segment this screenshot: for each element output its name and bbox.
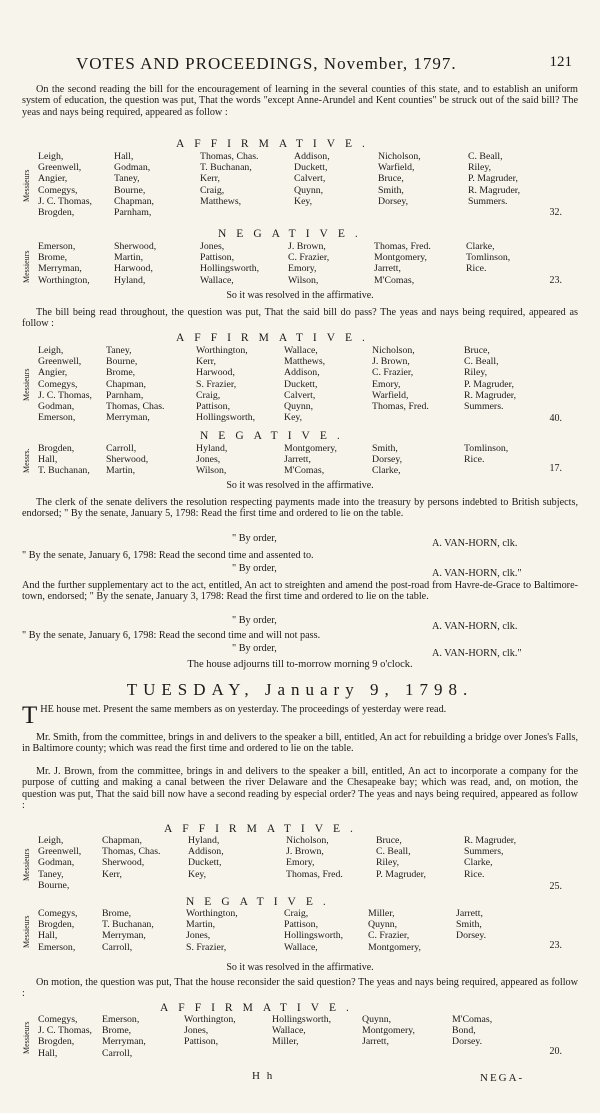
member-name: Bruce, xyxy=(464,345,490,356)
member-name: Thomas, Fred. xyxy=(286,868,343,880)
member-name: Wilson, xyxy=(196,465,227,477)
member-name: Harwood, xyxy=(114,263,153,275)
member-name: Brome, xyxy=(106,367,136,379)
member-name: Warfield, xyxy=(378,162,415,174)
name-column xyxy=(38,443,90,477)
page-header xyxy=(60,54,580,80)
vote2-negative-heading: NEGATIVE. xyxy=(200,430,350,442)
member-name: Hyland, xyxy=(188,835,220,846)
member-name: Rice. xyxy=(464,868,485,880)
member-name: Clarke, xyxy=(466,241,495,252)
member-name: Matthews, xyxy=(200,195,242,207)
member-name: Bourne, xyxy=(114,184,146,196)
member-name: J. Brown, xyxy=(288,241,326,252)
member-name: Hall, xyxy=(38,454,58,466)
name-column xyxy=(196,345,255,423)
vote1-affirmative-heading: AFFIRMATIVE. xyxy=(176,138,375,150)
member-name: Greenwell, xyxy=(38,356,82,368)
vote3-negative-heading: NEGATIVE. xyxy=(186,896,336,908)
member-name: Montgomery, xyxy=(368,941,421,953)
name-column xyxy=(38,151,92,218)
member-name: Godman, xyxy=(114,162,151,174)
member-name: Merryman, xyxy=(38,263,82,275)
name-column xyxy=(186,908,238,953)
member-name: Montgomery, xyxy=(362,1025,415,1037)
member-name: S. Frazier, xyxy=(186,941,227,953)
member-name: Taney, xyxy=(114,173,140,185)
member-name: Jarrett, xyxy=(456,908,483,919)
member-name: Taney, xyxy=(106,345,132,356)
member-name: Quynn, xyxy=(362,1014,392,1025)
member-name: Merryman, xyxy=(106,412,150,424)
name-column xyxy=(200,151,259,207)
member-name: Martin, xyxy=(114,252,144,264)
name-column xyxy=(284,443,337,477)
name-column xyxy=(200,241,259,286)
name-column xyxy=(114,241,156,286)
member-name: Martin, xyxy=(106,465,136,477)
member-name: Hall, xyxy=(114,151,134,162)
member-name: Thomas, Fred. xyxy=(374,241,431,252)
member-name: Addison, xyxy=(188,846,224,858)
name-column xyxy=(468,151,520,207)
member-name: Carroll, xyxy=(102,1047,133,1059)
name-column xyxy=(372,443,402,477)
member-name: Godman, xyxy=(38,857,75,869)
member-name: M'Comas, xyxy=(374,274,415,286)
member-name: Brome, xyxy=(102,908,132,919)
name-column xyxy=(372,345,429,412)
name-column xyxy=(286,835,343,880)
vote1-negative xyxy=(22,241,578,289)
member-name: Calvert, xyxy=(284,389,316,401)
vote4-affirmative-heading: AFFIRMATIVE. xyxy=(160,1002,359,1014)
vote4-affirmative xyxy=(22,1014,578,1062)
member-name: Emerson, xyxy=(102,1014,140,1025)
member-name: Pattison, xyxy=(284,919,319,931)
member-name: Pattison, xyxy=(196,401,231,413)
member-name: Summers. xyxy=(468,195,508,207)
member-name: Worthington, xyxy=(184,1014,236,1025)
member-name: Wallace, xyxy=(284,941,318,953)
member-name: Wallace, xyxy=(272,1025,306,1037)
member-name: Taney, xyxy=(38,868,64,880)
member-name: Chapman, xyxy=(102,835,142,846)
member-name: Parnham, xyxy=(106,389,144,401)
name-column xyxy=(184,1014,236,1048)
vote2-result: So it was resolved in the affirmative. xyxy=(226,480,374,491)
name-column xyxy=(464,835,516,880)
vote-total: 17. xyxy=(549,463,562,474)
member-name: Brogden, xyxy=(38,207,75,219)
member-name: M'Comas, xyxy=(284,465,325,477)
member-name: Tomlinson, xyxy=(466,252,511,264)
member-name: Brogden, xyxy=(38,443,75,454)
member-name: Addison, xyxy=(284,367,320,379)
member-name: Emerson, xyxy=(38,412,76,424)
vote2-negative xyxy=(22,443,578,479)
member-name: C. Frazier, xyxy=(288,252,330,264)
paragraph-reconsider: On motion, the question was put, That the house reconsider the said question? The yeas and nays being required, appeared as follow : xyxy=(22,977,578,1000)
member-name: Rice. xyxy=(464,454,485,466)
member-name: Bruce, xyxy=(378,173,404,185)
member-name: J. C. Thomas, xyxy=(38,389,92,401)
member-name: Craig, xyxy=(196,389,221,401)
vote1-affirmative xyxy=(22,151,578,223)
member-name: Kerr, xyxy=(196,356,217,368)
member-name: Comegys, xyxy=(38,908,78,919)
member-name: Key, xyxy=(294,195,313,207)
name-column xyxy=(374,241,431,286)
member-name: Hollingsworth, xyxy=(284,930,344,942)
member-name: Merryman, xyxy=(102,1036,146,1048)
name-column xyxy=(102,908,154,953)
member-name: Thomas, Chas. xyxy=(106,401,165,413)
paragraph-clerk-resolution: The clerk of the senate delivers the resolution respecting payments made into the treasury by persons indebted to British subjects, endorsed; " By the senate, January 5, 1798: Read the first time and ordered to lie on the table. xyxy=(22,497,578,520)
member-name: Emory, xyxy=(288,263,317,275)
member-name: Jarrett, xyxy=(284,454,311,466)
paragraph-post-road-act: And the further supplementary act to the act, entitled, An act to streighten and amend the post-road from Havre-de-Grace to Baltimore-town, endorsed; " By the senate, January 3, 1798: Read the first time and ordered to lie on the table. xyxy=(22,580,578,603)
clerk-signature: A. VAN-HORN, clk. xyxy=(432,538,518,549)
member-name: Quynn, xyxy=(368,919,398,931)
member-name: Pattison, xyxy=(184,1036,219,1048)
member-name: Miller, xyxy=(368,908,395,919)
member-name: Jones, xyxy=(196,454,221,466)
member-name: J. C. Thomas, xyxy=(38,195,92,207)
name-column xyxy=(368,908,421,953)
member-name: Carroll, xyxy=(106,443,137,454)
messieurs-label: Messieurs xyxy=(22,169,31,203)
clerk-signature: A. VAN-HORN, clk." xyxy=(432,648,522,659)
member-name: Montgomery, xyxy=(284,443,337,454)
member-name: J. C. Thomas, xyxy=(38,1025,92,1037)
name-column xyxy=(38,1014,92,1059)
member-name: Martin, xyxy=(186,919,216,931)
member-name: R. Magruder, xyxy=(464,389,517,401)
name-column xyxy=(102,1014,146,1059)
member-name: Worthington, xyxy=(196,345,248,356)
member-name: Kerr, xyxy=(102,868,123,880)
name-column xyxy=(362,1014,415,1048)
member-name: Jarrett, xyxy=(374,263,401,275)
vote-total: 23. xyxy=(549,940,562,951)
vote3-result: So it was resolved in the affirmative. xyxy=(226,962,374,973)
member-name: T. Buchanan, xyxy=(200,162,252,174)
member-name: Bond, xyxy=(452,1025,476,1037)
vote3-negative xyxy=(22,908,578,956)
member-name: P. Magruder, xyxy=(464,378,514,390)
name-column xyxy=(196,443,227,477)
member-name: C. Beall, xyxy=(468,151,503,162)
member-name: Emerson, xyxy=(38,241,76,252)
member-name: Sherwood, xyxy=(102,857,145,869)
name-column xyxy=(284,345,325,423)
name-column xyxy=(38,908,77,953)
member-name: Craig, xyxy=(200,184,225,196)
member-name: Smith, xyxy=(372,443,398,454)
member-name: R. Magruder, xyxy=(468,184,521,196)
member-name: Addison, xyxy=(294,151,330,162)
member-name: P. Magruder, xyxy=(468,173,518,185)
vote3-affirmative xyxy=(22,835,578,893)
member-name: T. Buchanan, xyxy=(38,465,90,477)
name-column xyxy=(102,835,161,880)
name-column xyxy=(272,1014,331,1048)
member-name: Bruce, xyxy=(376,835,402,846)
member-name: Bourne, xyxy=(106,356,138,368)
member-name: Harwood, xyxy=(196,367,235,379)
name-column xyxy=(106,443,148,477)
member-name: Hollingsworth, xyxy=(196,412,256,424)
member-name: Comegys, xyxy=(38,184,78,196)
member-name: Angier, xyxy=(38,367,68,379)
member-name: Nicholson, xyxy=(372,345,415,356)
member-name: Calvert, xyxy=(294,173,326,185)
member-name: Hollingsworth, xyxy=(200,263,260,275)
by-order: " By order, xyxy=(232,533,277,544)
senate-line: " By the senate, January 6, 1798: Read the second time and will not pass. xyxy=(22,630,321,641)
member-name: C. Beall, xyxy=(464,356,499,368)
member-name: Thomas, Chas. xyxy=(200,151,259,162)
messieurs-label: Messieurs xyxy=(22,368,31,402)
member-name: Matthews, xyxy=(284,356,326,368)
member-name: Pattison, xyxy=(200,252,235,264)
member-name: Hall, xyxy=(38,930,58,942)
member-name: Sherwood, xyxy=(114,241,157,252)
member-name: Wallace, xyxy=(284,345,318,356)
member-name: Riley, xyxy=(464,367,488,379)
member-name: Hollingsworth, xyxy=(272,1014,332,1025)
page-number: 121 xyxy=(549,54,572,70)
member-name: Chapman, xyxy=(106,378,146,390)
vote3-affirmative-heading: AFFIRMATIVE. xyxy=(164,823,363,835)
name-column xyxy=(38,241,90,286)
member-name: Parnham, xyxy=(114,207,152,219)
paragraph-bridge-bill: Mr. Smith, from the committee, brings in and delivers to the speaker a bill, entitled, An act for rebuilding a bridge over Jones's Falls, in Baltimore county; which was read the first time and ordered to lie on the table. xyxy=(22,732,578,755)
member-name: Hyland, xyxy=(196,443,228,454)
vote-total: 40. xyxy=(549,413,562,424)
member-name: Dorsey, xyxy=(378,195,409,207)
member-name: Summers, xyxy=(464,846,504,858)
member-name: C. Beall, xyxy=(376,846,411,858)
member-name: M'Comas, xyxy=(452,1014,493,1025)
senate-line: " By the senate, January 6, 1798: Read the second time and assented to. xyxy=(22,550,314,561)
member-name: Comegys, xyxy=(38,1014,78,1025)
name-column xyxy=(106,345,165,423)
paragraph-second-reading: On the second reading the bill for the encouragement of learning in the several counties of this state, and to establish an uniform system of education, the question was put, That the words "except Anne-Arundel and Kent counties" be struck out of the said bill? The yeas and nays being required, appeared as follow : xyxy=(22,84,578,118)
member-name: Brome, xyxy=(38,252,68,264)
member-name: C. Frazier, xyxy=(372,367,414,379)
member-name: Chapman, xyxy=(114,195,154,207)
name-column xyxy=(38,835,81,891)
catchword: NEGA- xyxy=(480,1072,525,1084)
member-name: Key, xyxy=(284,412,303,424)
vote-total: 32. xyxy=(549,207,562,218)
member-name: Dorsey. xyxy=(456,930,487,942)
name-column xyxy=(38,345,92,423)
by-order: " By order, xyxy=(232,615,277,626)
name-column xyxy=(466,241,510,275)
member-name: Greenwell, xyxy=(38,846,82,858)
member-name: Warfield, xyxy=(372,389,409,401)
member-name: Duckett, xyxy=(284,378,318,390)
member-name: Summers. xyxy=(464,401,504,413)
by-order: " By order, xyxy=(232,643,277,654)
member-name: Smith, xyxy=(378,184,404,196)
member-name: Worthington, xyxy=(38,274,90,286)
name-column xyxy=(376,835,426,880)
member-name: Craig, xyxy=(284,908,309,919)
paragraph-house-met: THE house met. Present the same members as on yesterday. The proceedings of yesterday were read. xyxy=(22,702,447,729)
vote-total: 23. xyxy=(549,275,562,286)
member-name: Dorsey. xyxy=(452,1036,483,1048)
member-name: Nicholson, xyxy=(378,151,421,162)
name-column xyxy=(284,908,343,953)
member-name: Quynn, xyxy=(294,184,324,196)
member-name: Leigh, xyxy=(38,151,64,162)
member-name: Merryman, xyxy=(102,930,146,942)
member-name: Jones, xyxy=(200,241,225,252)
member-name: J. Brown, xyxy=(286,846,324,858)
member-name: Montgomery, xyxy=(374,252,427,264)
member-name: Hyland, xyxy=(114,274,146,286)
name-column xyxy=(464,345,516,412)
member-name: Jones, xyxy=(186,930,211,942)
vote1-negative-heading: NEGATIVE. xyxy=(218,228,368,240)
name-column xyxy=(456,908,486,942)
member-name: Thomas, Fred. xyxy=(372,401,429,413)
member-name: Riley, xyxy=(468,162,492,174)
paragraph-canal-bill: Mr. J. Brown, from the committee, brings in and delivers to the speaker a bill, entitled, An act to incorporate a company for the purpose of cutting and making a canal between the river Delaware and the Chesapeake bay; which was read, and, on motion, the question was put, That the said bill now have a second reading by especial order? The yeas and nays being required, appeared as follow : xyxy=(22,766,578,812)
member-name: Smith, xyxy=(456,919,482,931)
member-name: Jones, xyxy=(184,1025,209,1037)
member-name: Duckett, xyxy=(294,162,328,174)
member-name: Leigh, xyxy=(38,345,64,356)
paragraph-third-reading: The bill being read throughout, the question was put, That the said bill do pass? The yeas and nays being required, appeared as follow : xyxy=(22,307,578,330)
name-column xyxy=(452,1014,492,1048)
messieurs-label: Messieurs xyxy=(22,1021,31,1055)
member-name: Angier, xyxy=(38,173,68,185)
vote2-affirmative-heading: AFFIRMATIVE. xyxy=(176,332,375,344)
member-name: Wilson, xyxy=(288,274,319,286)
member-name: T. Buchanan, xyxy=(102,919,154,931)
member-name: Comegys, xyxy=(38,378,78,390)
vote-total: 25. xyxy=(549,881,562,892)
member-name: Worthington, xyxy=(186,908,238,919)
member-name: Kerr, xyxy=(200,173,221,185)
messieurs-label: Messieurs xyxy=(22,250,31,284)
running-title: VOTES AND PROCEEDINGS, November, 1797. xyxy=(76,54,457,73)
member-name: Thomas, Chas. xyxy=(102,846,161,858)
clerk-signature: A. VAN-HORN, clk." xyxy=(432,568,522,579)
member-name: Brogden, xyxy=(38,1036,75,1048)
member-name: P. Magruder, xyxy=(376,868,426,880)
messieurs-label: Messieurs xyxy=(22,848,31,882)
member-name: Clarke, xyxy=(464,857,493,869)
member-name: Riley, xyxy=(376,857,400,869)
vote1-result: So it was resolved in the affirmative. xyxy=(226,290,374,301)
member-name: Emory, xyxy=(286,857,315,869)
member-name: Leigh, xyxy=(38,835,64,846)
member-name: Carroll, xyxy=(102,941,133,953)
name-column xyxy=(378,151,421,207)
member-name: Wallace, xyxy=(200,274,234,286)
member-name: Greenwell, xyxy=(38,162,82,174)
member-name: C. Frazier, xyxy=(368,930,410,942)
messrs-label: Messrs. xyxy=(22,448,31,474)
member-name: Rice. xyxy=(466,263,487,275)
member-name: J. Brown, xyxy=(372,356,410,368)
adjournment-line: The house adjourns till to-morrow morning 9 o'clock. xyxy=(187,659,413,670)
clerk-signature: A. VAN-HORN, clk. xyxy=(432,621,518,632)
member-name: Key, xyxy=(188,868,207,880)
name-column xyxy=(114,151,154,218)
member-name: Jarrett, xyxy=(362,1036,389,1048)
member-name: R. Magruder, xyxy=(464,835,517,846)
member-name: Godman, xyxy=(38,401,75,413)
messieurs-label: Messieurs xyxy=(22,915,31,949)
name-column xyxy=(288,241,329,286)
name-column xyxy=(294,151,330,207)
vote-total: 20. xyxy=(549,1046,562,1057)
member-name: Quynn, xyxy=(284,401,314,413)
member-name: Clarke, xyxy=(372,465,401,477)
member-name: Tomlinson, xyxy=(464,443,509,454)
signature-mark: H h xyxy=(252,1070,275,1082)
name-column xyxy=(464,443,508,465)
drop-cap: T xyxy=(22,702,38,729)
member-name: Dorsey, xyxy=(372,454,403,466)
name-column xyxy=(188,835,224,880)
member-name: Sherwood, xyxy=(106,454,149,466)
by-order: " By order, xyxy=(232,563,277,574)
member-name: Duckett, xyxy=(188,857,222,869)
member-name: Bourne, xyxy=(38,879,70,891)
member-name: Nicholson, xyxy=(286,835,329,846)
member-name: Hall, xyxy=(38,1047,58,1059)
member-name: S. Frazier, xyxy=(196,378,237,390)
day-heading: TUESDAY, January 9, 1798. xyxy=(126,680,474,699)
member-name: Brogden, xyxy=(38,919,75,931)
member-name: Miller, xyxy=(272,1036,299,1048)
member-name: Brome, xyxy=(102,1025,132,1037)
vote2-affirmative xyxy=(22,345,578,427)
member-name: Emerson, xyxy=(38,941,76,953)
member-name: Emory, xyxy=(372,378,401,390)
